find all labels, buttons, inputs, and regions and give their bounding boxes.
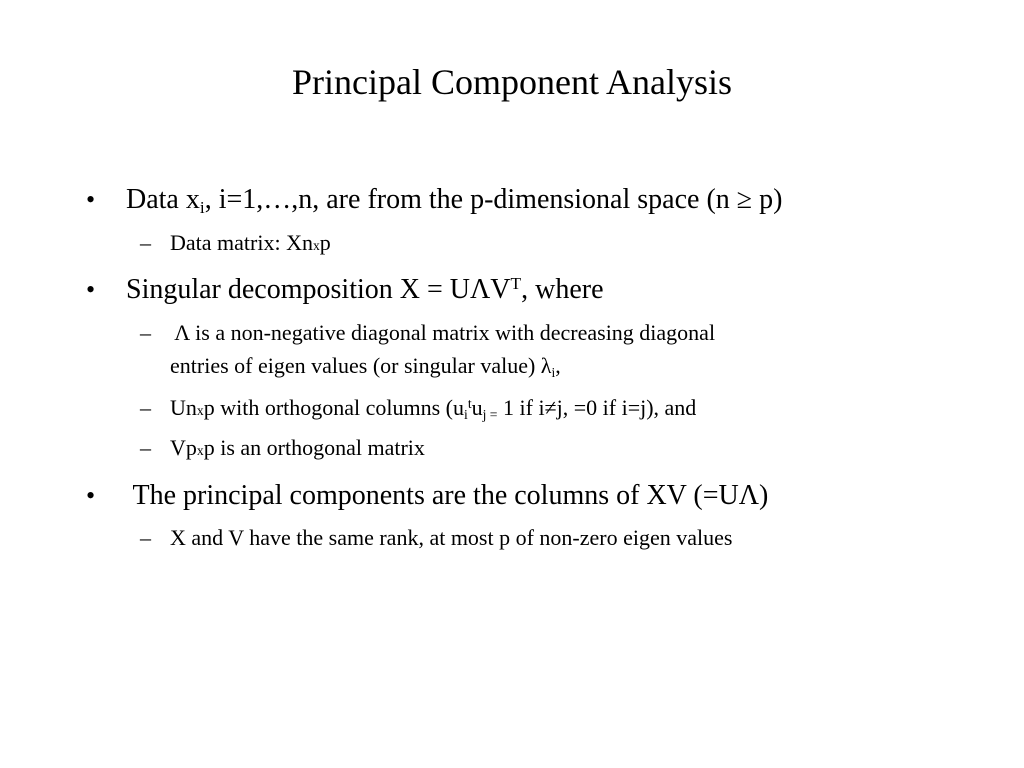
subbullet-1-1-text bbox=[170, 229, 331, 260]
subbullet-2-3-times: x bbox=[196, 443, 204, 458]
subbullet-2-1-line-2-part-2: , bbox=[555, 353, 561, 378]
subbullet-2-3-part-2: p is an orthogonal matrix bbox=[203, 435, 425, 460]
subbullet-2-3-part-1: Vp bbox=[170, 435, 197, 460]
subbullet-1-1-times: x bbox=[312, 238, 320, 253]
dash-marker-2-1: – bbox=[140, 320, 151, 345]
bullet-1-text bbox=[126, 183, 782, 217]
bullet-2-superscript: T bbox=[510, 274, 522, 294]
subbullet-2-2-times: x bbox=[196, 403, 204, 418]
bullet-2-part-2: , where bbox=[521, 274, 604, 305]
subbullet-2-2-part-2: p with orthogonal columns (u bbox=[203, 395, 465, 420]
subbullet-3-1-text: X and V have the same rank, at most p of non-zero eigen values bbox=[170, 525, 733, 550]
subbullet-2-2-part-3: u bbox=[471, 395, 483, 420]
dash-marker-2-3: – bbox=[140, 435, 151, 460]
subbullet-2-2-text bbox=[170, 394, 696, 425]
dash-marker-3-1: – bbox=[140, 525, 151, 550]
subbullet-1-1-part-2: p bbox=[319, 230, 331, 255]
subbullet-2-2-superscript: t bbox=[467, 396, 472, 412]
bullet-1-part-1: Data x bbox=[126, 184, 200, 215]
bullet-1-part-2: , i=1,…,n, are from the p-dimensional space (n ≥ p) bbox=[204, 184, 783, 215]
dash-marker-1-1: – bbox=[140, 230, 151, 255]
subbullet-2-2-subscript-1: i bbox=[464, 407, 468, 423]
bullet-1-subscript: i bbox=[199, 198, 205, 218]
subbullet-2-2-part-1: Un bbox=[170, 395, 197, 420]
subbullet-2-2-subscript-2: j = bbox=[482, 407, 498, 423]
bullet-marker-3: • bbox=[86, 481, 96, 510]
subbullet-2-2-part-4: 1 if i≠j, =0 if i=j), and bbox=[497, 395, 697, 420]
bullet-marker-2: • bbox=[86, 275, 96, 304]
subbullet-2-1-line-1: Λ is a non-negative diagonal matrix with decreasing diagonal bbox=[170, 320, 716, 345]
bullet-marker-1: • bbox=[86, 185, 96, 214]
subbullet-1-1-part-1: Data matrix: Xn bbox=[170, 230, 313, 255]
subbullet-2-1-line-2-part-1: entries of eigen values (or singular value) λ bbox=[170, 353, 552, 378]
bullet-3-text: The principal components are the columns of XV (=UΛ) bbox=[126, 480, 769, 511]
subbullet-2-1-line-2 bbox=[170, 352, 561, 380]
bullet-2-part-1: Singular decomposition X = UΛV bbox=[126, 274, 511, 305]
subbullet-2-3-text bbox=[170, 434, 425, 465]
slide-title: Principal Component Analysis bbox=[292, 62, 732, 102]
dash-marker-2-2: – bbox=[140, 395, 151, 420]
subbullet-2-1-subscript: i bbox=[551, 365, 556, 381]
bullet-2-text bbox=[126, 273, 604, 307]
